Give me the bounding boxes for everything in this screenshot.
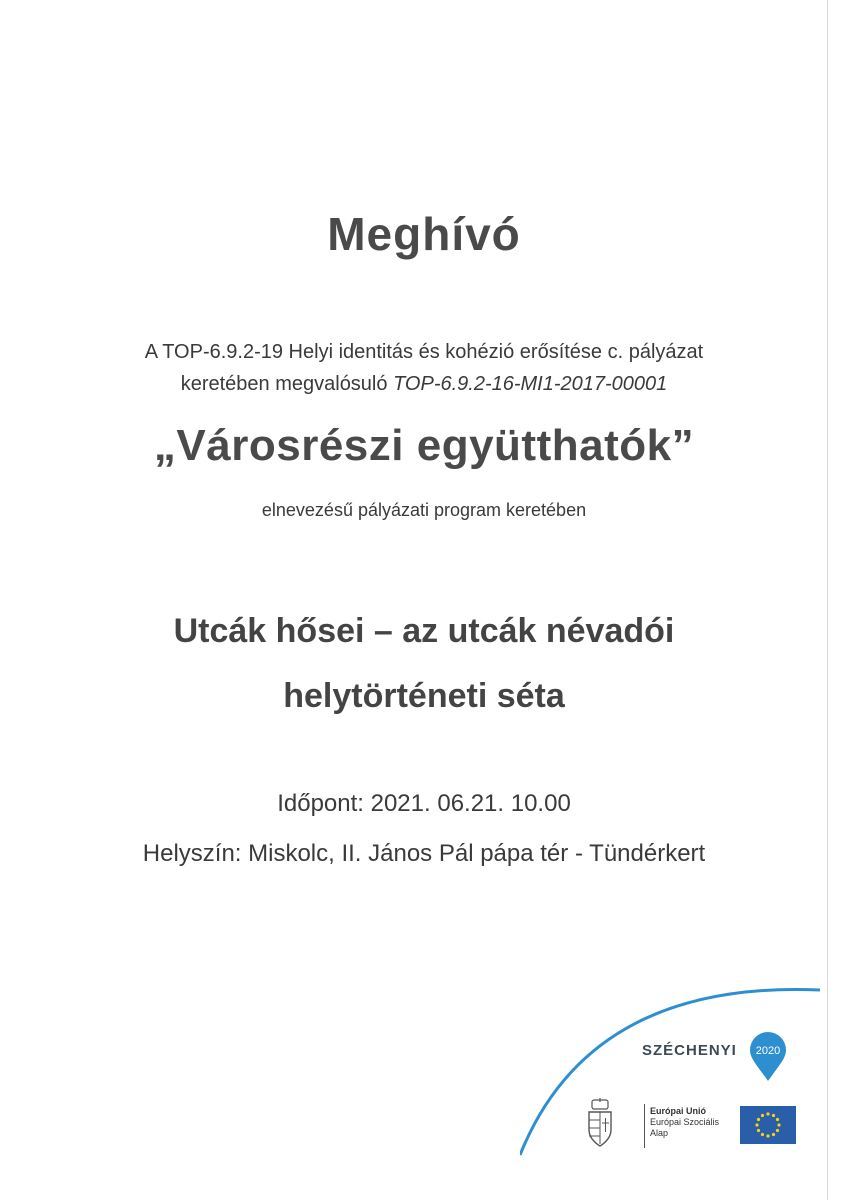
- project-code: TOP-6.9.2-16-MI1-2017-00001: [393, 373, 668, 395]
- intro-line-2: [0, 373, 848, 396]
- eu-label-line-1: Európai Unió: [650, 1106, 706, 1116]
- szechenyi-logo-text: SZÉCHENYI: [642, 1042, 737, 1059]
- eu-flag-icon: [740, 1106, 796, 1144]
- program-subtitle: elnevezésű pályázati program keretében: [261, 500, 587, 520]
- event-title-line-1: Utcák hősei – az utcák névadói: [173, 612, 675, 650]
- szechenyi-year: 2020: [755, 1045, 781, 1057]
- hungarian-coat-of-arms-icon: [586, 1098, 614, 1148]
- eu-divider: [644, 1104, 645, 1148]
- event-time: Időpont: 2021. 06.21. 10.00: [277, 790, 571, 817]
- intro-line-2-prefix: keretében megvalósuló: [180, 373, 394, 395]
- page-title: Meghívó: [327, 208, 521, 260]
- event-title-line-2: helytörténeti séta: [283, 677, 565, 715]
- scan-edge-line: [827, 0, 828, 1200]
- szechenyi-pin-icon: [748, 1030, 788, 1082]
- event-place: Helyszín: Miskolc, II. János Pál pápa tér - Tündérkert: [142, 840, 706, 867]
- eu-label-line-2: Európai Szociális: [650, 1117, 720, 1127]
- program-name: „Városrészi együtthatók”: [153, 421, 695, 470]
- intro-line-1: A TOP-6.9.2-19 Helyi identitás és kohézió erősítése c. pályázat: [144, 341, 704, 363]
- eu-label-line-3: Alap: [650, 1128, 669, 1138]
- eu-label: [650, 1106, 719, 1139]
